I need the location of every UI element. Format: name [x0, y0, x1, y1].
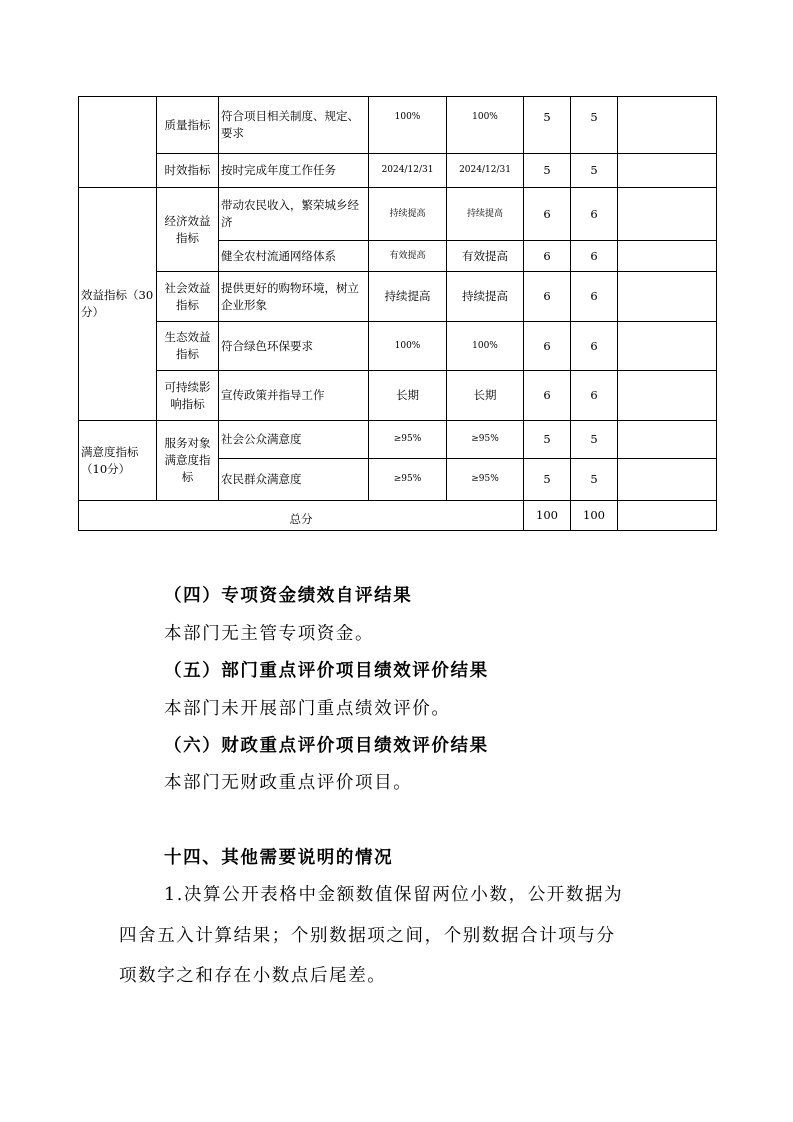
- section-14-paragraph-line-2: 四舍五入计算结果；个别数据项之间，个别数据合计项与分: [119, 926, 616, 946]
- target-cell: 长期: [369, 371, 447, 421]
- indicator-cell: 符合项目相关制度、规定、要求: [219, 97, 369, 154]
- cat2-cell: 经济效益指标: [157, 188, 219, 272]
- weight-cell: 5: [524, 459, 571, 501]
- section-14-paragraph-line-1: 1.决算公开表格中金额数值保留两位小数，公开数据为: [164, 885, 624, 905]
- indicator-cell: 提供更好的购物环境，树立企业形象: [219, 272, 369, 322]
- section-14-heading: 十四、其他需要说明的情况: [164, 848, 394, 868]
- weight-cell: 5: [524, 421, 571, 459]
- weight-cell: 6: [524, 272, 571, 322]
- note-cell: [618, 371, 717, 421]
- note-cell: [618, 188, 717, 241]
- target-cell: 100%: [369, 97, 447, 154]
- table-row: [79, 97, 717, 154]
- note-cell: [618, 97, 717, 154]
- weight-cell: 5: [524, 154, 571, 188]
- target-cell: ≥95%: [369, 459, 447, 501]
- score-cell: 6: [571, 241, 618, 272]
- target-cell: 2024/12/31: [369, 154, 447, 188]
- table-row: [79, 322, 717, 371]
- cat2-cell: 社会效益指标: [157, 272, 219, 322]
- indicator-cell: 健全农村流通网络体系: [219, 241, 369, 272]
- actual-cell: ≥95%: [447, 459, 524, 501]
- table-row: [79, 154, 717, 188]
- table-row: [79, 188, 717, 241]
- note-cell: [618, 322, 717, 371]
- actual-cell: 长期: [447, 371, 524, 421]
- performance-indicator-table: [78, 96, 717, 531]
- total-score: 100: [571, 501, 618, 531]
- target-cell: 100%: [369, 322, 447, 371]
- score-cell: 6: [571, 188, 618, 241]
- score-cell: 6: [571, 322, 618, 371]
- actual-cell: ≥95%: [447, 421, 524, 459]
- total-label: 总分: [79, 501, 524, 531]
- weight-cell: 6: [524, 322, 571, 371]
- total-row: [79, 501, 717, 531]
- actual-cell: 2024/12/31: [447, 154, 524, 188]
- target-cell: ≥95%: [369, 421, 447, 459]
- actual-cell: 持续提高: [447, 272, 524, 322]
- section-4-text: 本部门无主管专项资金。: [164, 624, 375, 644]
- actual-cell: 100%: [447, 97, 524, 154]
- score-cell: 5: [571, 97, 618, 154]
- target-cell: 持续提高: [369, 188, 447, 241]
- cat2-cell: 生态效益指标: [157, 322, 219, 371]
- indicator-cell: 带动农民收入，繁荣城乡经济: [219, 188, 369, 241]
- indicator-cell: 按时完成年度工作任务: [219, 154, 369, 188]
- table-row: [79, 371, 717, 421]
- table-row: [79, 421, 717, 459]
- total-weight: 100: [524, 501, 571, 531]
- cat2-cell: 质量指标: [157, 97, 219, 154]
- target-cell: 持续提高: [369, 272, 447, 322]
- note-cell: [618, 459, 717, 501]
- cat1-cell: [79, 97, 157, 188]
- section-6-heading: （六）财政重点评价项目绩效评价结果: [164, 736, 489, 756]
- actual-cell: 持续提高: [447, 188, 524, 241]
- indicator-cell: 社会公众满意度: [219, 421, 369, 459]
- score-cell: 5: [571, 421, 618, 459]
- actual-cell: 100%: [447, 322, 524, 371]
- section-4-heading: （四）专项资金绩效自评结果: [164, 586, 413, 606]
- weight-cell: 6: [524, 241, 571, 272]
- weight-cell: 5: [524, 97, 571, 154]
- note-cell: [618, 421, 717, 459]
- score-cell: 6: [571, 371, 618, 421]
- actual-cell: 有效提高: [447, 241, 524, 272]
- score-cell: 5: [571, 459, 618, 501]
- table-row: [79, 272, 717, 322]
- section-14-paragraph-line-3: 项数字之和存在小数点后尾差。: [119, 966, 387, 986]
- target-cell: 有效提高: [369, 241, 447, 272]
- section-5-text: 本部门未开展部门重点绩效评价。: [164, 699, 451, 719]
- cat2-cell: 时效指标: [157, 154, 219, 188]
- cat2-cell: 可持续影响指标: [157, 371, 219, 421]
- weight-cell: 6: [524, 371, 571, 421]
- cat1-cell: 满意度指标（10分）: [79, 421, 157, 501]
- cat1-cell: 效益指标（30分）: [79, 188, 157, 421]
- indicator-cell: 符合绿色环保要求: [219, 322, 369, 371]
- cat2-cell: 服务对象满意度指标: [157, 421, 219, 501]
- indicator-cell: 宣传政策并指导工作: [219, 371, 369, 421]
- section-5-heading: （五）部门重点评价项目绩效评价结果: [164, 661, 489, 681]
- total-note: [618, 501, 717, 531]
- score-cell: 5: [571, 154, 618, 188]
- weight-cell: 6: [524, 188, 571, 241]
- score-cell: 6: [571, 272, 618, 322]
- note-cell: [618, 272, 717, 322]
- note-cell: [618, 154, 717, 188]
- section-6-text: 本部门无财政重点评价项目。: [164, 773, 413, 793]
- note-cell: [618, 241, 717, 272]
- indicator-cell: 农民群众满意度: [219, 459, 369, 501]
